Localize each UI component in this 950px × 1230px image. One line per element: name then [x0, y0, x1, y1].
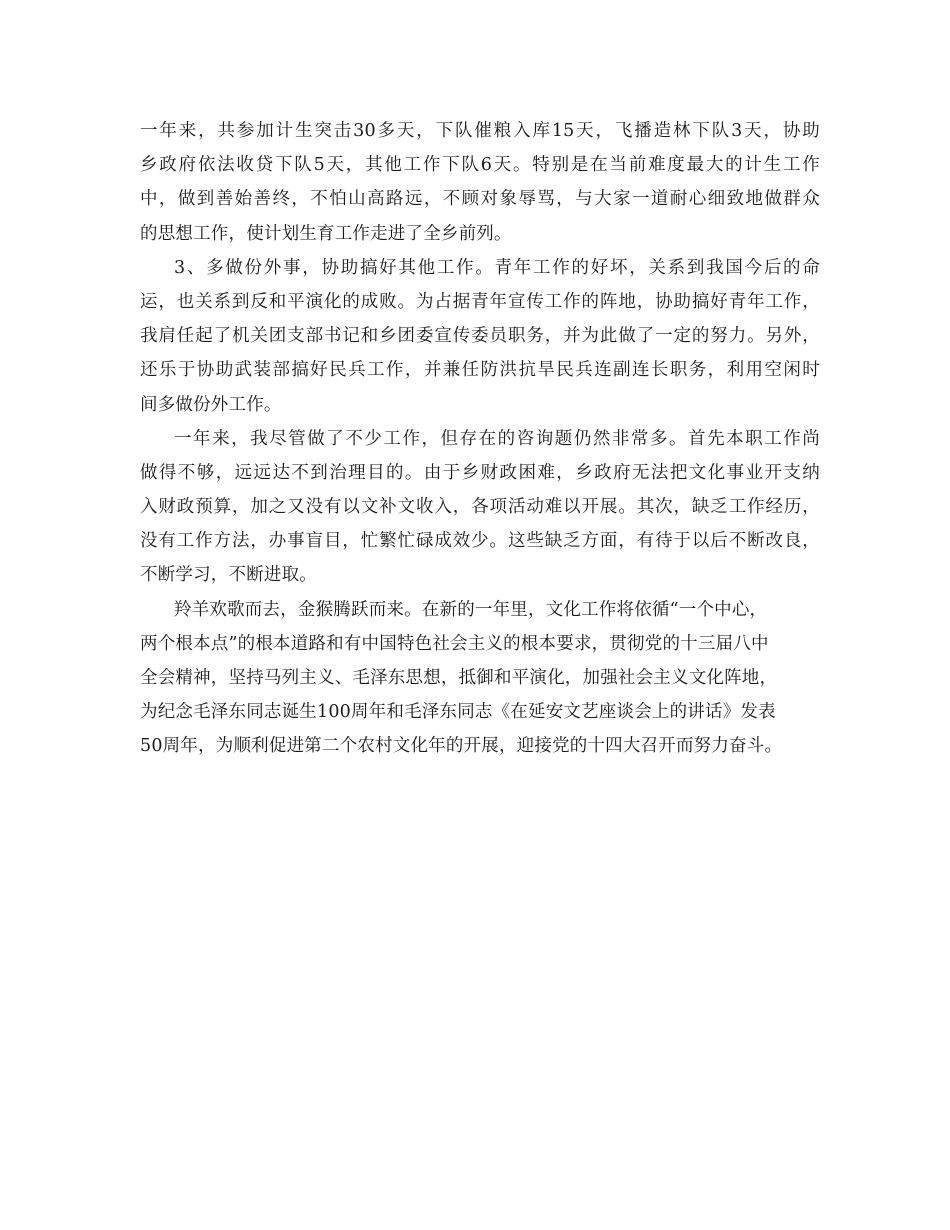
text-line: 一年来，共参加计生突击30多天，下队催粮入库15天，飞播造林下队3天，协助 [140, 121, 820, 141]
text-line: 50周年，为顺利促进第二个农村文化年的开展，迎接党的十四大召开而努力奋斗。 [140, 736, 783, 757]
text-line: 为纪念毛泽东同志诞生100周年和毛泽东同志《在延安文艺座谈会上的讲话》发表 [140, 702, 776, 723]
paragraph-2 [140, 251, 820, 422]
text-line: 两个根本点”的根本道路和有中国特色社会主义的根本要求，贯彻党的十三届八中 [140, 633, 769, 654]
text-line: 一年来，我尽管做了不少工作，但存在的咨询题仍然非常多。首先本职工作尚 [174, 428, 820, 449]
text-line: 中，做到善始善终，不怕山高路远，不顾对象辱骂，与大家一道耐心细致地做群众 [140, 189, 820, 210]
text-line: 的思想工作，使计划生育工作走进了全乡前列。 [140, 223, 512, 244]
text-line: 间多做份外工作。 [140, 394, 282, 415]
text-line: 没有工作方法，办事盲目，忙繁忙碌成效少。这些缺乏方面，有待于以后不断改良， [140, 531, 820, 552]
text-line: 乡政府依法收贷下队5天，其他工作下队6天。特别是在当前难度最大的计生工作 [140, 155, 820, 176]
text-line: 全会精神，坚持马列主义、毛泽东思想，抵御和平演化，加强社会主义文化阵地， [140, 668, 778, 688]
text-line: 还乐于协助武装部搞好民兵工作，并兼任防洪抗旱民兵连副连长职务，利用空闲时 [140, 360, 820, 381]
paragraph-4 [140, 593, 820, 764]
text-line: 羚羊欢歌而去，金猴腾跃而来。在新的一年里，文化工作将依循“一个中心， [174, 599, 768, 620]
paragraph-3 [140, 422, 820, 593]
text-line: 做得不够，远远达不到治理目的。由于乡财政困难，乡政府无法把文化事业开支纳 [140, 462, 820, 483]
text-line: 运，也关系到反和平演化的成败。为占据青年宣传工作的阵地，协助搞好青年工作， [140, 291, 820, 312]
document-body [140, 114, 820, 764]
text-line: 3、多做份外事，协助搞好其他工作。青年工作的好坏，关系到我国今后的命 [174, 257, 820, 278]
text-line: 我肩任起了机关团支部书记和乡团委宣传委员职务，并为此做了一定的努力。另外， [140, 326, 820, 347]
text-line: 入财政预算，加之又没有以文补文收入，各项活动难以开展。其次，缺乏工作经历， [140, 497, 820, 518]
paragraph-1 [140, 114, 820, 251]
text-line: 不断学习，不断进取。 [140, 565, 317, 586]
